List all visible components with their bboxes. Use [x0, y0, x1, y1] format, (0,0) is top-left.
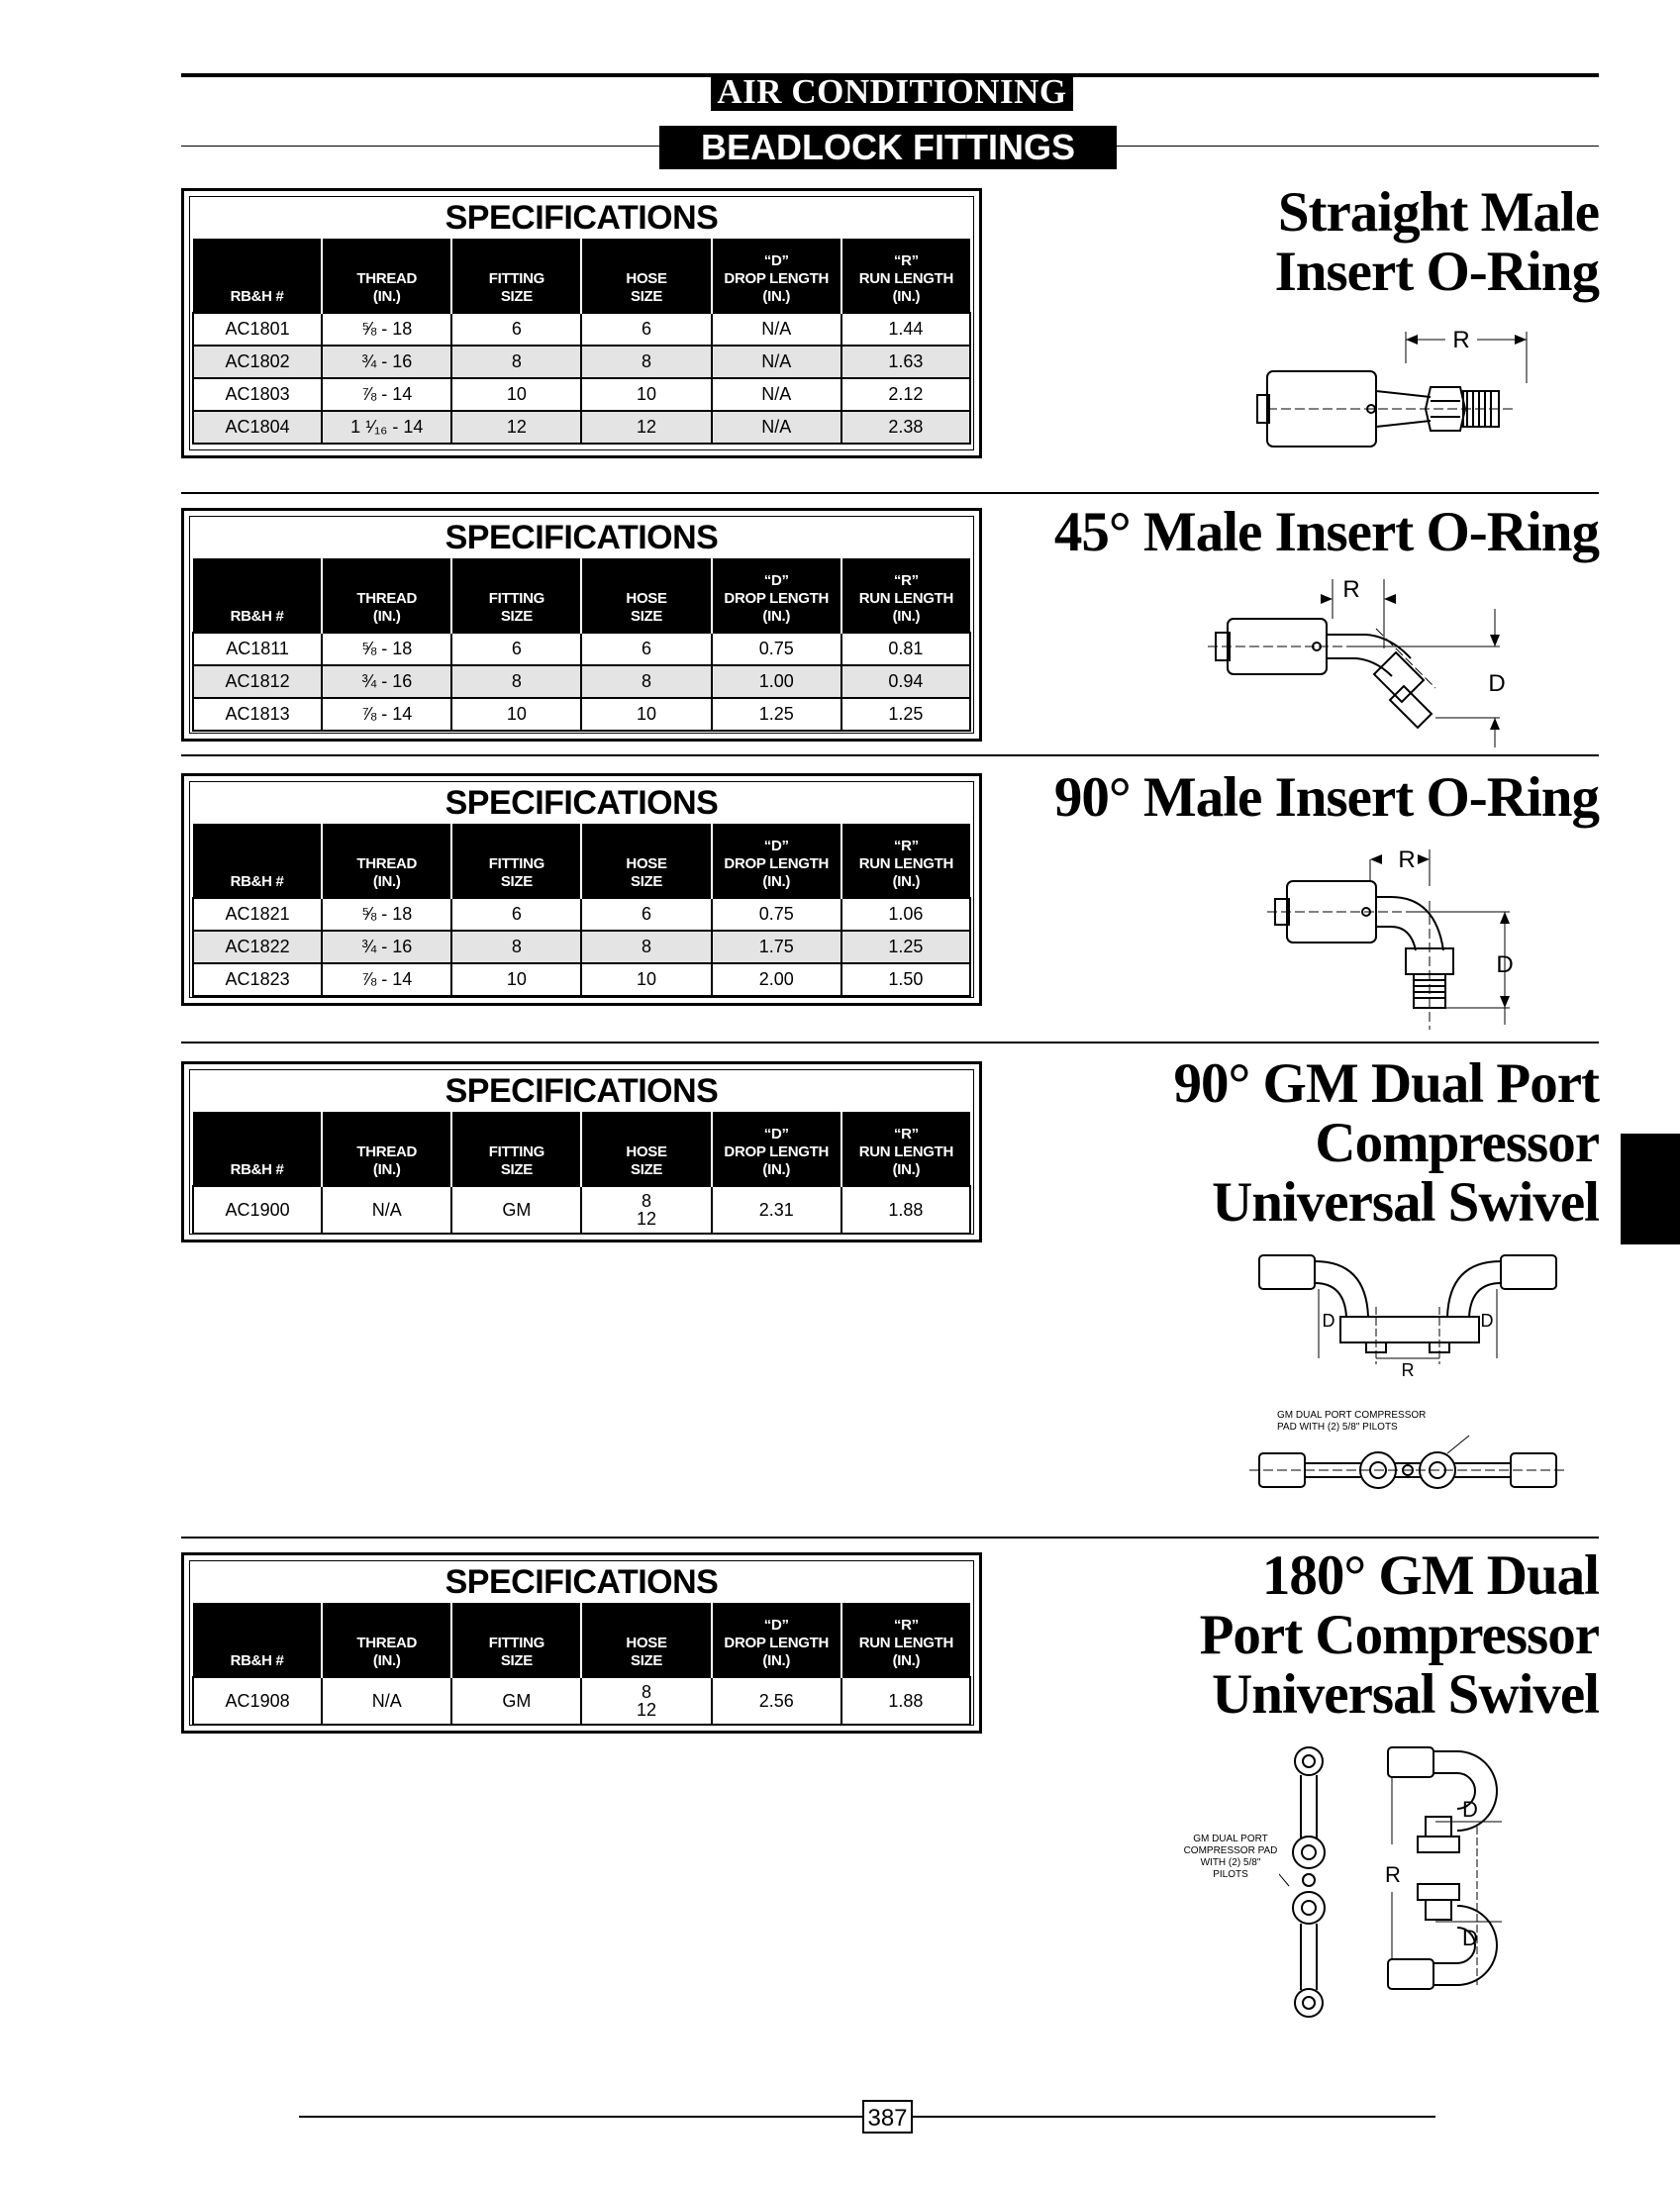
spec-table — [192, 1112, 971, 1235]
column-header: THREAD (IN.) — [322, 239, 451, 313]
spec-table-box — [181, 773, 982, 1006]
column-header: “D” DROP LENGTH (IN.) — [712, 239, 841, 313]
table-cell: GM — [451, 1677, 581, 1725]
table-cell: AC1801 — [193, 313, 322, 346]
table-cell: ⅝ - 18 — [322, 313, 451, 346]
column-header: “R” RUN LENGTH (IN.) — [841, 824, 970, 898]
table-cell: 8 — [451, 931, 581, 963]
table-cell: ¾ - 16 — [322, 665, 451, 698]
column-header: FITTING SIZE — [451, 1603, 581, 1677]
table-row — [193, 931, 970, 963]
table-cell: 2.00 — [712, 963, 841, 996]
column-header: RB&H # — [193, 239, 322, 313]
spec-title: SPECIFICATIONS — [445, 199, 719, 237]
spec-table — [192, 824, 971, 997]
table-row — [193, 963, 970, 996]
spec-title: SPECIFICATIONS — [445, 519, 719, 556]
column-header: HOSE SIZE — [581, 1112, 711, 1186]
table-cell: AC1900 — [193, 1186, 322, 1234]
table-cell: 1.06 — [841, 898, 970, 931]
table-cell: 6 — [581, 313, 711, 346]
section-thumb-tab — [1621, 1134, 1680, 1244]
spec-table — [192, 239, 971, 445]
table-cell: 8 12 — [581, 1677, 711, 1725]
column-header: RB&H # — [193, 558, 322, 633]
table-cell: 0.75 — [712, 898, 841, 931]
table-cell: 1.25 — [841, 698, 970, 731]
table-cell: 2.56 — [712, 1677, 841, 1725]
90-gm-dual-port-diagram — [1249, 1247, 1566, 1505]
table-cell: AC1811 — [193, 633, 322, 665]
table-cell: 1.88 — [841, 1677, 970, 1725]
table-cell: 8 — [581, 346, 711, 378]
table-cell: 1.25 — [841, 931, 970, 963]
d-dimension-label: D — [1496, 951, 1514, 978]
section-divider — [181, 1042, 1599, 1043]
180-gm-dual-port-diagram — [1279, 1738, 1527, 2025]
table-cell: 1 ¹⁄₁₆ - 14 — [322, 411, 451, 444]
product-title: Straight Male Insert O-Ring — [1274, 181, 1599, 303]
r-dimension-label: R — [1401, 1360, 1415, 1380]
table-cell: 8 — [581, 665, 711, 698]
d-dimension-label: D — [1480, 1311, 1494, 1331]
column-header: HOSE SIZE — [581, 239, 711, 313]
column-header: THREAD (IN.) — [322, 1603, 451, 1677]
table-cell: ⅞ - 14 — [322, 963, 451, 996]
table-cell: 10 — [581, 378, 711, 411]
table-cell: AC1822 — [193, 931, 322, 963]
table-row — [193, 1186, 970, 1234]
section-divider — [181, 1537, 1599, 1539]
product-title: 180° GM Dual Port Compressor Universal Swivel — [1199, 1544, 1599, 1726]
spec-table — [192, 558, 971, 732]
table-cell: 1.88 — [841, 1186, 970, 1234]
section-divider — [181, 492, 1599, 494]
table-cell: 12 — [581, 411, 711, 444]
table-cell: 1.25 — [712, 698, 841, 731]
table-cell: 1.00 — [712, 665, 841, 698]
table-row — [193, 698, 970, 731]
table-row — [193, 665, 970, 698]
table-cell: 6 — [581, 898, 711, 931]
table-cell: 1.63 — [841, 346, 970, 378]
column-header: RB&H # — [193, 1603, 322, 1677]
column-header: THREAD (IN.) — [322, 1112, 451, 1186]
table-cell: 6 — [581, 633, 711, 665]
straight-fitting-diagram — [1247, 322, 1544, 470]
table-cell: 6 — [451, 313, 581, 346]
table-cell: N/A — [322, 1186, 451, 1234]
table-cell: AC1802 — [193, 346, 322, 378]
table-cell: ⅞ - 14 — [322, 378, 451, 411]
spec-table-box — [181, 188, 982, 458]
r-dimension-label: R — [1342, 576, 1360, 603]
column-header: “R” RUN LENGTH (IN.) — [841, 1603, 970, 1677]
column-header: “R” RUN LENGTH (IN.) — [841, 239, 970, 313]
diagram-callout: GM DUAL PORT COMPRESSOR PAD WITH (2) 5/8" PILOTS — [1183, 1834, 1278, 1880]
section-divider — [181, 754, 1599, 756]
d-dimension-label: D — [1462, 1926, 1478, 1950]
table-cell: 0.81 — [841, 633, 970, 665]
d-dimension-label: D — [1462, 1797, 1478, 1822]
column-header: RB&H # — [193, 1112, 322, 1186]
page-number: 387 — [862, 2100, 913, 2134]
column-header: FITTING SIZE — [451, 1112, 581, 1186]
table-row — [193, 411, 970, 444]
column-header: FITTING SIZE — [451, 558, 581, 633]
table-cell: N/A — [712, 313, 841, 346]
table-cell: 2.31 — [712, 1186, 841, 1234]
product-title: 45° Male Insert O-Ring — [1053, 501, 1599, 563]
table-cell: 8 — [451, 665, 581, 698]
table-cell: N/A — [712, 378, 841, 411]
column-header: HOSE SIZE — [581, 1603, 711, 1677]
table-cell: 1.75 — [712, 931, 841, 963]
spec-title: SPECIFICATIONS — [445, 1072, 719, 1110]
table-cell: ⅞ - 14 — [322, 698, 451, 731]
spec-table-box — [181, 1552, 982, 1734]
column-header: “D” DROP LENGTH (IN.) — [712, 824, 841, 898]
d-dimension-label: D — [1488, 670, 1506, 697]
table-cell: 2.38 — [841, 411, 970, 444]
table-cell: AC1803 — [193, 378, 322, 411]
table-cell: ⅝ - 18 — [322, 898, 451, 931]
table-cell: 10 — [451, 963, 581, 996]
spec-table-box — [181, 508, 982, 742]
45-degree-fitting-diagram — [1198, 569, 1534, 752]
table-cell: 0.94 — [841, 665, 970, 698]
table-cell: 10 — [451, 698, 581, 731]
table-row — [193, 898, 970, 931]
column-header: THREAD (IN.) — [322, 824, 451, 898]
spec-table — [192, 1603, 971, 1726]
table-cell: AC1823 — [193, 963, 322, 996]
d-dimension-label: D — [1322, 1311, 1335, 1331]
table-cell: 8 12 — [581, 1186, 711, 1234]
table-cell: 10 — [451, 378, 581, 411]
table-cell: N/A — [712, 346, 841, 378]
spec-title: SPECIFICATIONS — [445, 784, 719, 822]
table-row — [193, 633, 970, 665]
column-header: RB&H # — [193, 824, 322, 898]
table-cell: 10 — [581, 698, 711, 731]
table-cell: AC1812 — [193, 665, 322, 698]
r-dimension-label: R — [1398, 846, 1416, 873]
column-header: “R” RUN LENGTH (IN.) — [841, 558, 970, 633]
table-row — [193, 1677, 970, 1725]
column-header: “D” DROP LENGTH (IN.) — [712, 1603, 841, 1677]
table-cell: 8 — [451, 346, 581, 378]
table-cell: 2.12 — [841, 378, 970, 411]
table-cell: 1.50 — [841, 963, 970, 996]
table-cell: AC1804 — [193, 411, 322, 444]
table-cell: GM — [451, 1186, 581, 1234]
table-cell: ¾ - 16 — [322, 931, 451, 963]
spec-title: SPECIFICATIONS — [445, 1563, 719, 1601]
table-cell: AC1821 — [193, 898, 322, 931]
table-cell: ¾ - 16 — [322, 346, 451, 378]
diagram-callout: GM DUAL PORT COMPRESSOR PAD WITH (2) 5/8" PILOTS — [1277, 1410, 1427, 1433]
table-cell: 1.44 — [841, 313, 970, 346]
table-cell: N/A — [322, 1677, 451, 1725]
table-row — [193, 346, 970, 378]
column-header: THREAD (IN.) — [322, 558, 451, 633]
r-dimension-label: R — [1385, 1862, 1401, 1887]
column-header: “D” DROP LENGTH (IN.) — [712, 1112, 841, 1186]
column-header: HOSE SIZE — [581, 824, 711, 898]
table-cell: AC1908 — [193, 1677, 322, 1725]
table-cell: 10 — [581, 963, 711, 996]
column-header: “R” RUN LENGTH (IN.) — [841, 1112, 970, 1186]
table-cell: 12 — [451, 411, 581, 444]
product-title: 90° Male Insert O-Ring — [1053, 766, 1599, 829]
table-cell: ⅝ - 18 — [322, 633, 451, 665]
90-degree-fitting-diagram — [1267, 842, 1534, 1040]
column-header: HOSE SIZE — [581, 558, 711, 633]
table-cell: AC1813 — [193, 698, 322, 731]
spec-table-box — [181, 1061, 982, 1242]
table-cell: N/A — [712, 411, 841, 444]
table-cell: 6 — [451, 898, 581, 931]
table-cell: 6 — [451, 633, 581, 665]
table-cell: 0.75 — [712, 633, 841, 665]
product-title: 90° GM Dual Port Compressor Universal Swivel — [1173, 1052, 1599, 1234]
column-header: FITTING SIZE — [451, 824, 581, 898]
category-label: AIR CONDITIONING — [711, 73, 1073, 111]
table-cell: 8 — [581, 931, 711, 963]
r-dimension-label: R — [1452, 327, 1470, 353]
column-header: “D” DROP LENGTH (IN.) — [712, 558, 841, 633]
column-header: FITTING SIZE — [451, 239, 581, 313]
section-label: BEADLOCK FITTINGS — [659, 126, 1117, 169]
table-row — [193, 378, 970, 411]
table-row — [193, 313, 970, 346]
